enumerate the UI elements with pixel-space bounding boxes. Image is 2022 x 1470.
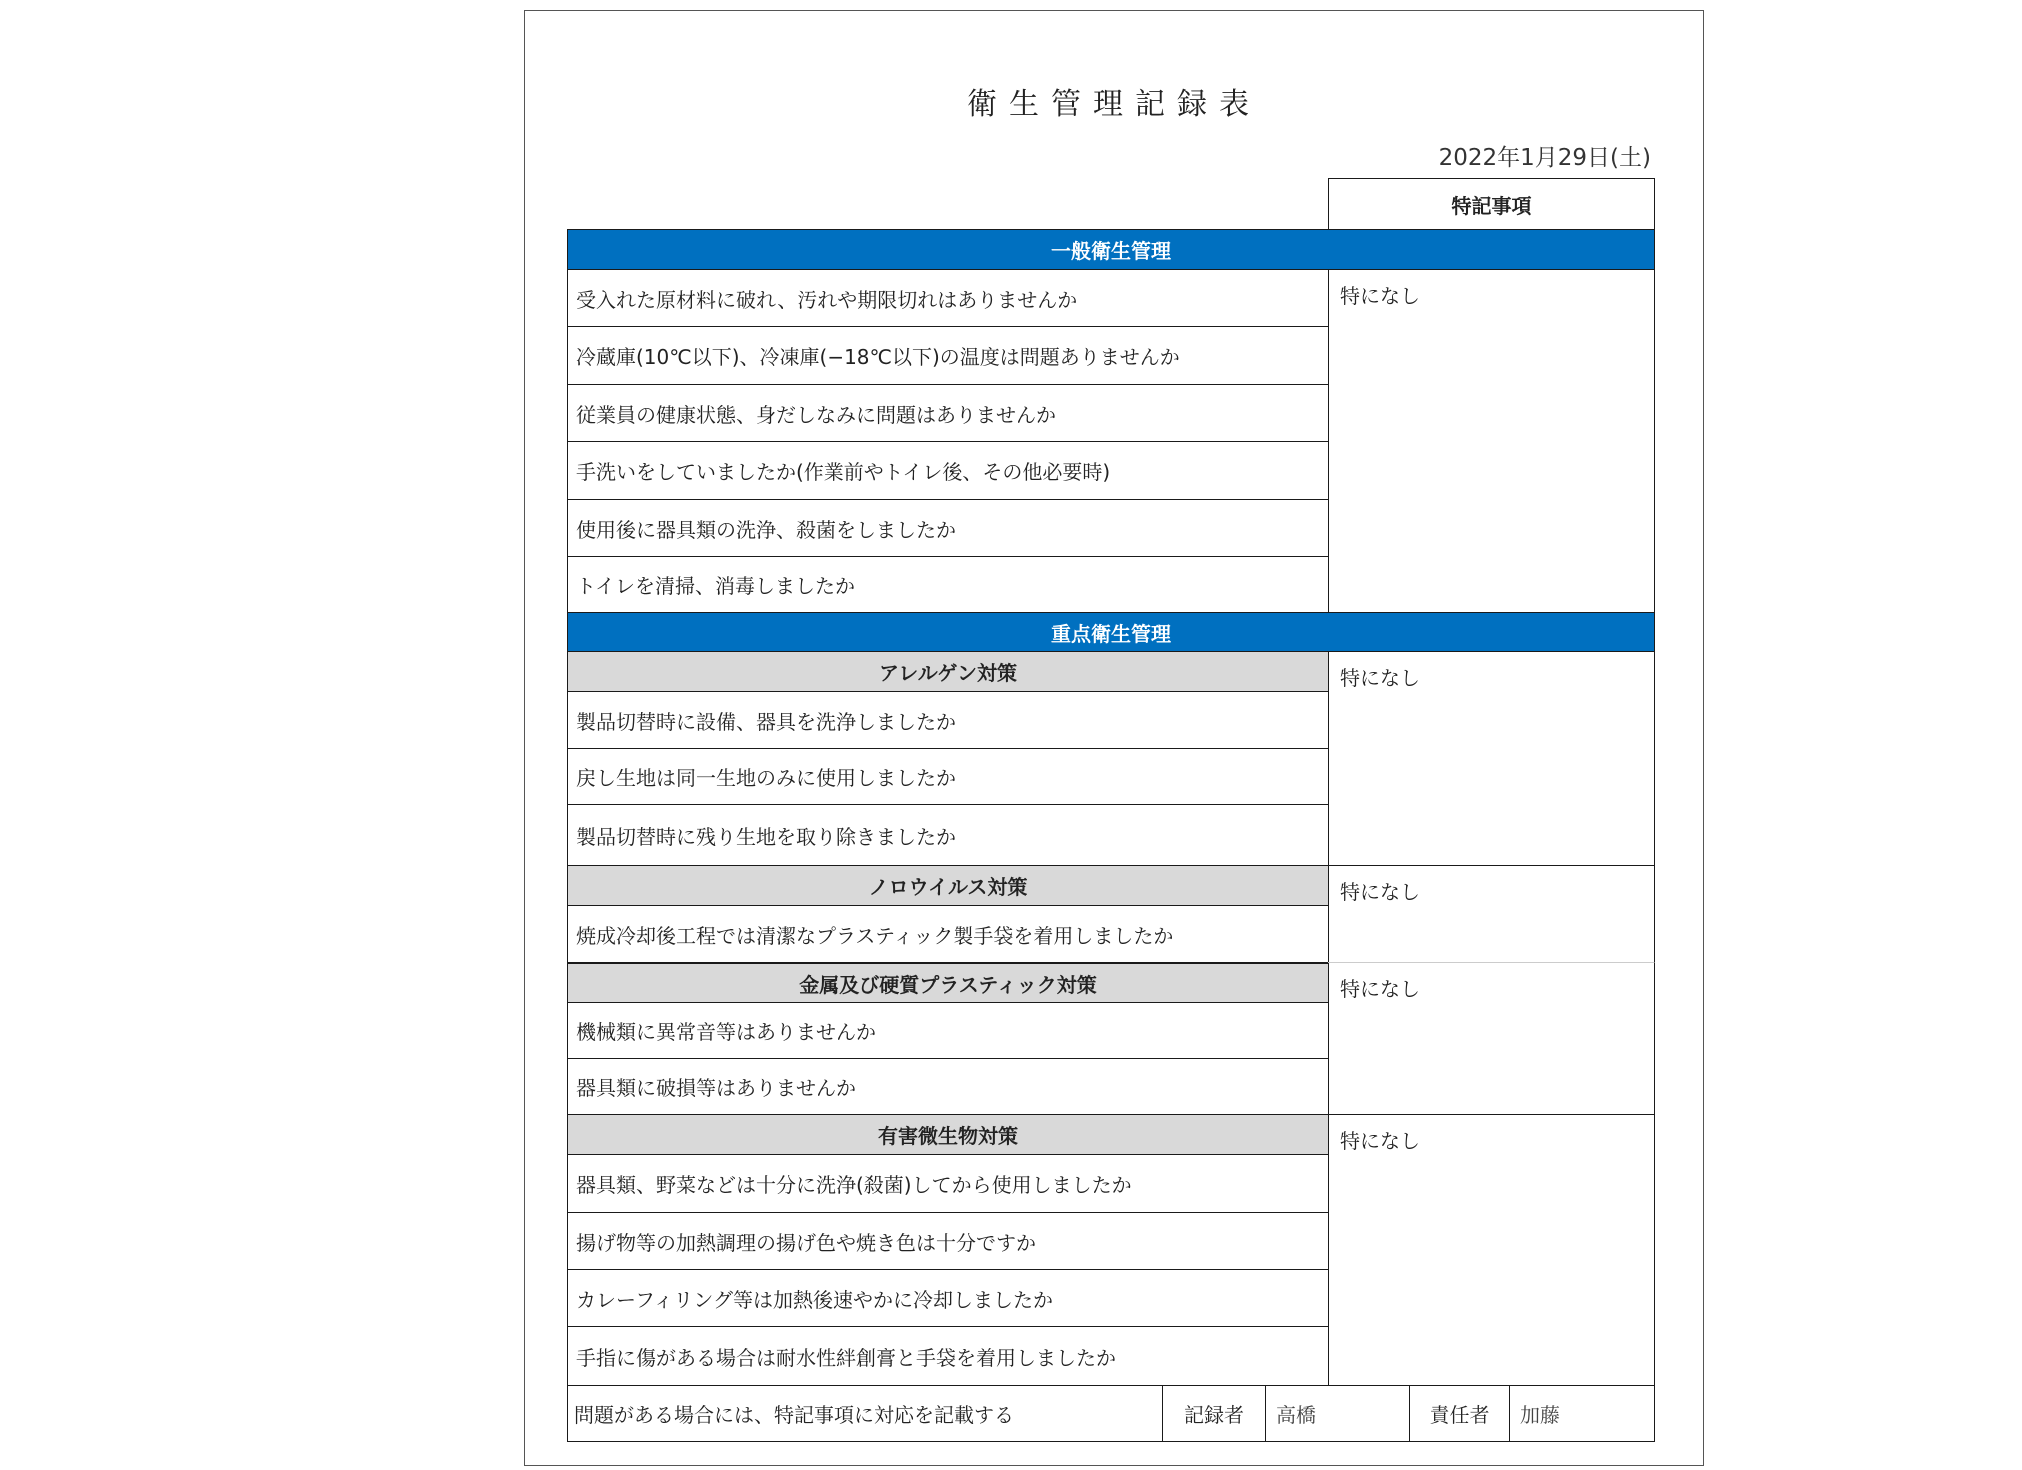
allergen-title: アレルゲン対策 (879, 661, 1017, 685)
critical-section-title: 重点衛生管理 (1051, 621, 1171, 646)
check-item-text: 戻し生地は同一生地のみに使用しましたか (576, 766, 956, 790)
footer-instruction-text: 問題がある場合には、特記事項に対応を記載する (574, 1403, 1014, 1427)
check-item (567, 500, 1329, 557)
recorder-name[interactable] (1266, 1385, 1410, 1442)
check-item-text: 器具類、野菜などは十分に洗浄(殺菌)してから使用しましたか (576, 1173, 1132, 1197)
check-item-text: カレーフィリング等は加熱後速やかに冷却しましたか (576, 1287, 1053, 1312)
general-section-header (567, 229, 1655, 270)
check-item-text: トイレを清掃、消毒しましたか (576, 574, 855, 598)
check-item-text: 器具類に破損等はありませんか (576, 1076, 856, 1100)
recorder-label-text: 記録者 (1184, 1403, 1244, 1427)
check-item (567, 327, 1329, 385)
check-item-text: 機械類に異常音等はありませんか (576, 1020, 876, 1044)
check-item (567, 692, 1329, 749)
notes-header (1328, 178, 1655, 230)
norovirus-subheader (567, 866, 1329, 906)
supervisor-label-text: 責任者 (1429, 1403, 1490, 1427)
check-item-text: 手指に傷がある場合は耐水性絆創膏と手袋を着用しましたか (576, 1345, 1116, 1370)
check-item (567, 557, 1329, 613)
allergen-note: 特になし (1328, 652, 1655, 866)
critical-section-header (567, 612, 1655, 652)
metal-note: 特になし (1328, 963, 1655, 1115)
check-item-text: 使用後に器具類の洗浄、殺菌をしましたか (576, 517, 956, 542)
check-item (567, 1003, 1329, 1059)
general-note: 特になし (1328, 270, 1655, 613)
check-item-text: 製品切替時に残り生地を取り除きましたか (576, 824, 956, 849)
check-item-text: 受入れた原材料に破れ、汚れや期限切れはありませんか (576, 287, 1078, 312)
check-item (567, 1213, 1329, 1270)
check-item (567, 805, 1329, 866)
supervisor-name[interactable] (1510, 1385, 1655, 1442)
norovirus-title: ノロウイルス対策 (868, 875, 1028, 899)
check-item-text: 冷蔵庫(10℃以下)、冷凍庫(−18℃以下)の温度は問題ありませんか (576, 345, 1180, 369)
check-item (567, 906, 1329, 963)
metal-title: 金属及び硬質プラスティック対策 (799, 972, 1097, 997)
check-item-text: 手洗いをしていましたか(作業前やトイレ後、その他必要時) (576, 460, 1111, 484)
check-item-text: 焼成冷却後工程では清潔なプラスティック製手袋を着用しましたか (576, 923, 1174, 948)
check-item (567, 1327, 1329, 1386)
check-item-text: 従業員の健康状態、身だしなみに問題はありませんか (576, 402, 1056, 427)
check-item-text: 揚げ物等の加熱調理の揚げ色や焼き色は十分ですか (576, 1230, 1036, 1255)
norovirus-note: 特になし (1328, 866, 1655, 963)
document-title: 衛生管理記録表 (967, 87, 1261, 122)
check-item (567, 1059, 1329, 1115)
recorder-label (1163, 1385, 1266, 1442)
recorder-name-text: 高橋 (1276, 1403, 1316, 1427)
check-item (567, 1155, 1329, 1213)
microbe-title: 有害微生物対策 (878, 1124, 1018, 1148)
footer-instruction (567, 1385, 1163, 1442)
supervisor-name-text: 加藤 (1520, 1403, 1560, 1427)
document-date: 2022年1月29日(土) (1438, 145, 1651, 171)
check-item (567, 270, 1329, 327)
allergen-subheader (567, 652, 1329, 692)
check-item (567, 442, 1329, 500)
general-section-title: 一般衛生管理 (1051, 239, 1171, 263)
metal-subheader (567, 963, 1329, 1003)
notes-header-label: 特記事項 (1451, 194, 1532, 218)
check-item-text: 製品切替時に設備、器具を洗浄しましたか (576, 709, 956, 734)
microbe-subheader (567, 1115, 1329, 1155)
check-item (567, 749, 1329, 805)
check-item (567, 385, 1329, 442)
supervisor-label (1410, 1385, 1510, 1442)
microbe-note: 特になし (1328, 1115, 1655, 1386)
check-item (567, 1270, 1329, 1327)
